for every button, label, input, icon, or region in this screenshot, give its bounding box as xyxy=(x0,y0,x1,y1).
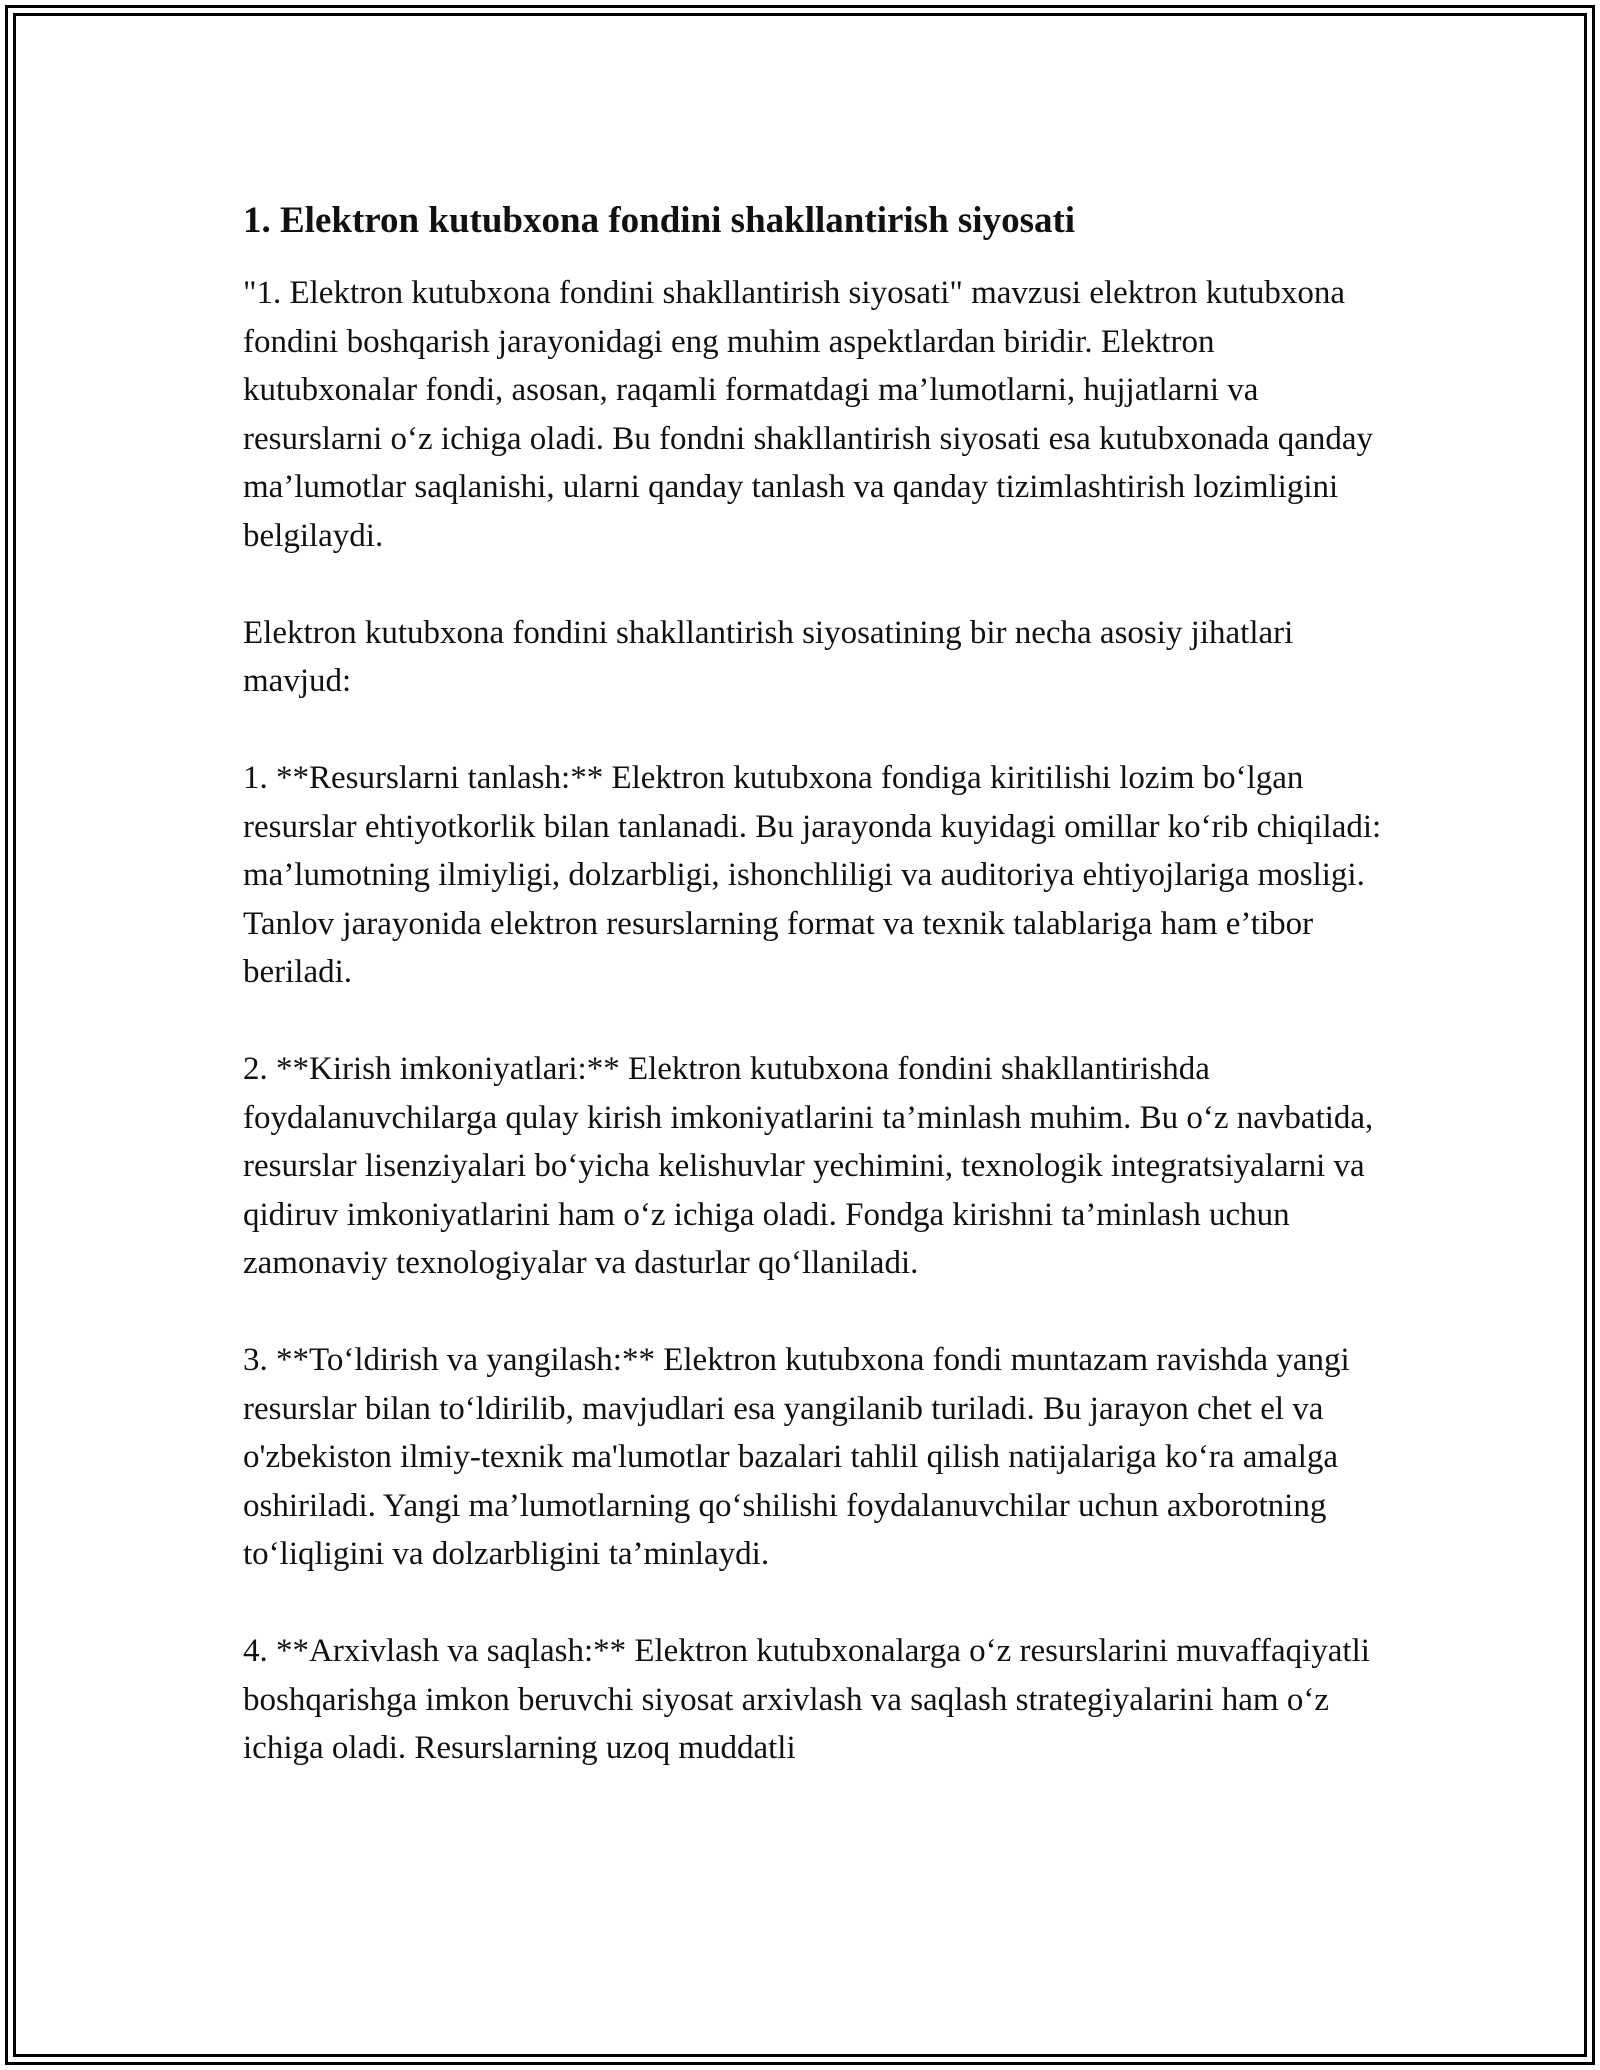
paragraph-resource-selection: 1. **Resurslarni tanlash:** Elektron kutubxona fondiga kiritilishi lozim bo‘lgan resurslar ehtiyotkorlik bilan tanlanadi. Bu jarayonda kuyidagi omillar ko‘rib chiqiladi: ma’lumotning ilmiyligi, dolzarbligi, ishonchliligi va auditoriya ehtiyojlariga mosligi. Tanlov jarayonida elektron resurslarning format va texnik talablariga ham e’tibor beriladi. xyxy=(243,760,1382,990)
paragraph-intro: "1. Elektron kutubxona fondini shakllantirish siyosati" mavzusi elektron kutubxona fondini boshqarish jarayonidagi eng muhim aspektlardan biridir. Elektron kutubxonalar fondi, asosan, raqamli formatdagi ma’lumotlarni, hujjatlarni va resurslarni o‘z ichiga oladi. Bu fondni shakllantirish siyosati esa kutubxonada qanday ma’lumotlar saqlanishi, ularni qanday tanlash va qanday tizimlashtirish lozimligini belgilaydi. xyxy=(243,275,1373,554)
paragraph-replenishment: 3. **To‘ldirish va yangilash:** Elektron kutubxona fondi muntazam ravishda yangi resurslar bilan to‘ldirilib, mavjudlari esa yangilanib turiladi. Bu jarayon chet el va o'zbekiston ilmiy-texnik ma'lumotlar bazalari tahlil qilish natijalariga ko‘ra amalga oshiriladi. Yangi ma’lumotlarning qo‘shilishi foydalanuvchilar uchun axborotning to‘liqligini va dolzarbligini ta’minlaydi. xyxy=(243,1342,1350,1572)
paragraph-archiving: 4. **Arxivlash va saqlash:** Elektron kutubxonalarga o‘z resurslarini muvaffaqiyatli boshqarishga imkon beruvchi siyosat arxivlash va saqlash strategiyalarini ham o‘z ichiga oladi. Resurslarning uzoq muddatli xyxy=(243,1633,1370,1766)
document-body xyxy=(243,193,1393,1821)
page-frame xyxy=(5,5,1595,2065)
paragraph-aspects-lead: Elektron kutubxona fondini shakllantirish siyosatining bir necha asosiy jihatlari mavjud: xyxy=(243,614,1294,699)
paragraph-access: 2. **Kirish imkoniyatlari:** Elektron kutubxona fondini shakllantirishda foydalanuvchilarga qulay kirish imkoniyatlarini ta’minlash muhim. Bu o‘z navbatida, resurslar lisenziyalari bo‘yicha kelishuvlar yechimini, texnologik integratsiyalarni va qidiruv imkoniyatlarini ham o‘z ichiga oladi. Fondga kirishni ta’minlash uchun zamonaviy texnologiyalar va dasturlar qo‘llaniladi. xyxy=(243,1051,1374,1281)
document-title: 1. Elektron kutubxona fondini shakllantirish siyosati xyxy=(243,200,1076,241)
